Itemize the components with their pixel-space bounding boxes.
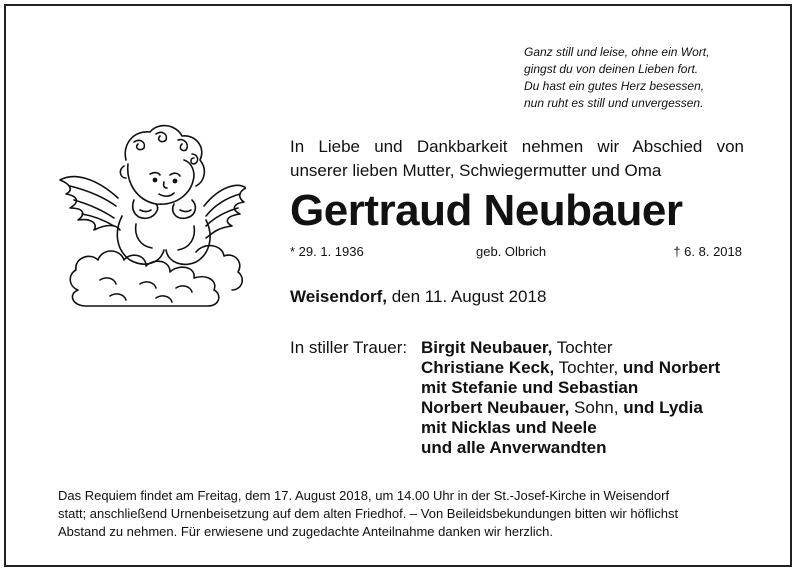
footer-line: statt; anschließend Urnenbeisetzung auf dem alten Friedhof. – Von Beileidsbekundungen bitten wir höflichst: [58, 506, 679, 521]
service-details: [58, 487, 738, 541]
death-date: † 6. 8. 2018: [673, 244, 742, 259]
poem-line: Du hast ein gutes Herz besessen,: [524, 79, 705, 93]
mourner-line: mit Stefanie und Sebastian: [421, 378, 639, 397]
footer-line: Das Requiem findet am Freitag, dem 17. August 2018, um 14.00 Uhr in der St.-Josef-Kirche in Weisendorf: [58, 488, 670, 503]
maiden-name: geb. Olbrich: [476, 244, 547, 259]
mourners-list: [421, 338, 720, 458]
mourner-line: mit Nicklas und Neele: [421, 418, 597, 437]
mourner-line: Birgit Neubauer, Tochter: [421, 338, 613, 357]
place-date: [290, 287, 546, 307]
intro-text: [290, 135, 744, 183]
life-dates: [290, 244, 742, 262]
mourner-line: Christiane Keck, Tochter, und Norbert: [421, 358, 721, 377]
place-name: Weisendorf,: [290, 287, 387, 306]
birth-date: * 29. 1. 1936: [290, 244, 364, 259]
mourner-line: Norbert Neubauer, Sohn, und Lydia: [421, 398, 703, 417]
mourners-label: In stiller Trauer:: [290, 338, 408, 357]
poem-line: nun ruht es still und unvergessen.: [524, 96, 704, 110]
intro-line: In Liebe und Dankbarkeit nehmen wir Abschied von: [290, 137, 744, 156]
memorial-poem: [524, 44, 764, 112]
deceased-name: Gertraud Neubauer: [290, 186, 683, 235]
footer-line: Abstand zu nehmen. Für erwiesene und zugedachte Anteilnahme danken wir herzlich.: [58, 524, 554, 539]
poem-line: gingst du von deinen Lieben fort.: [524, 62, 699, 76]
notice-date: den 11. August 2018: [386, 287, 547, 306]
poem-line: Ganz still und leise, ohne ein Wort,: [524, 45, 710, 59]
mourner-line: und alle Anverwandten: [421, 438, 607, 457]
cherub-illustration: [56, 120, 246, 310]
intro-line: unserer lieben Mutter, Schwiegermutter und Oma: [290, 161, 662, 180]
